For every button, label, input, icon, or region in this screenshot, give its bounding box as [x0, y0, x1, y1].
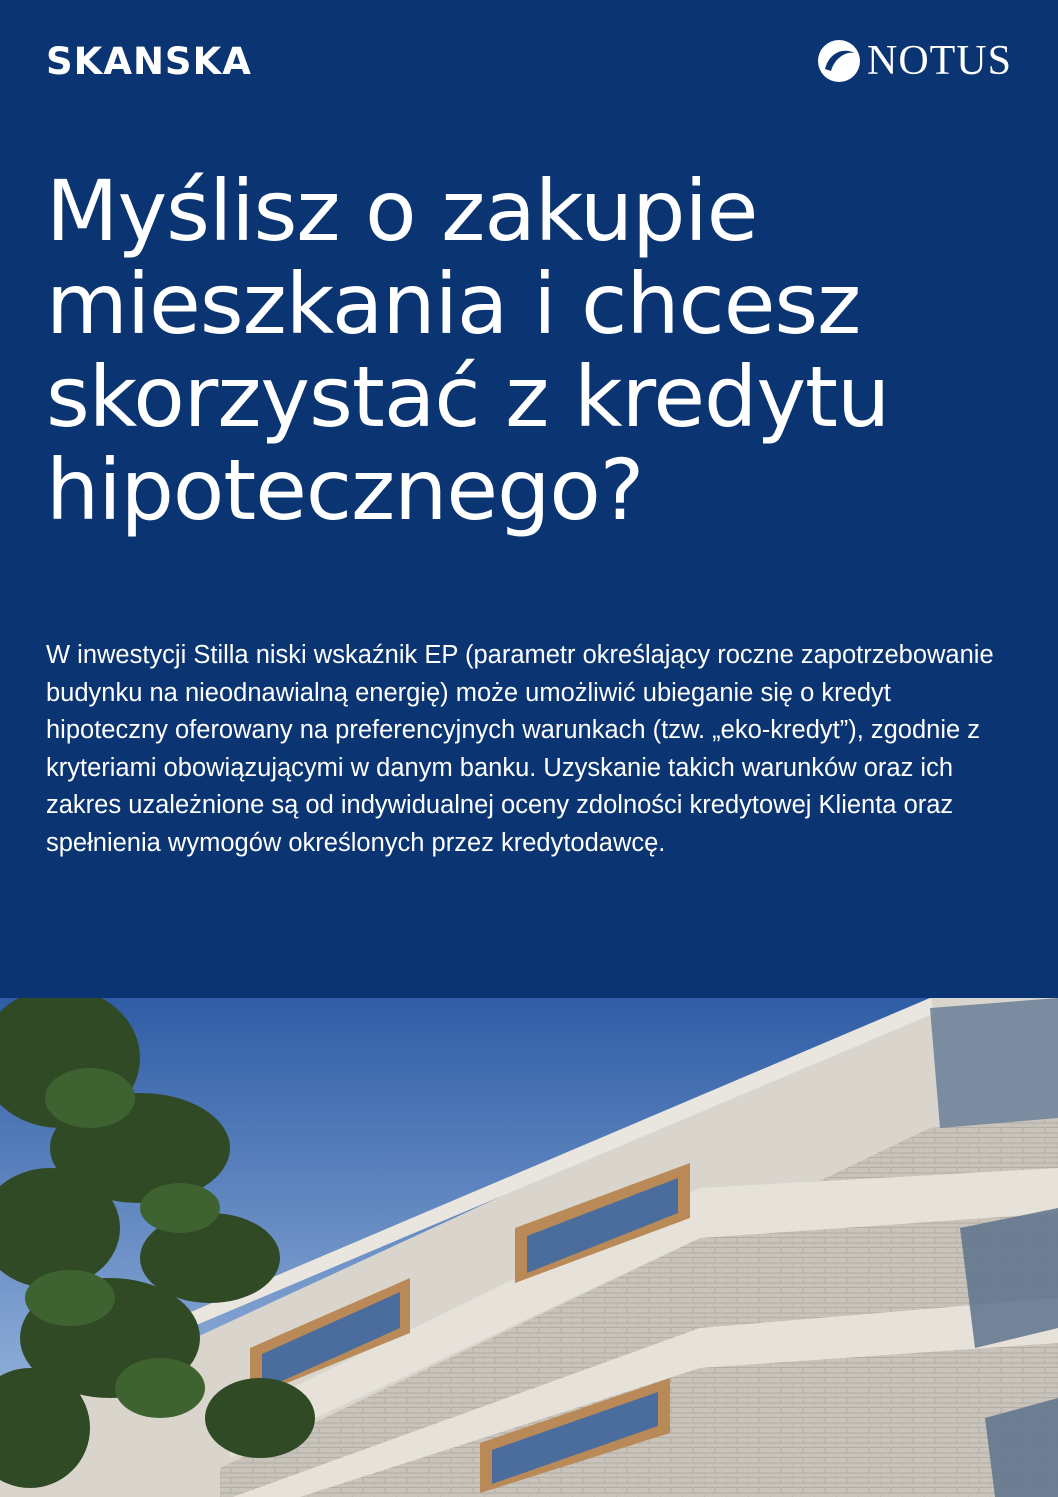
building-photo: [0, 998, 1058, 1497]
notus-mark-icon: [817, 39, 861, 83]
page-title: Myślisz o zakupie mieszkania i chcesz skorzystać z kredytu hipotecznego?: [46, 162, 890, 539]
skanska-logo: SKANSKA: [46, 40, 252, 83]
intro-paragraph: W inwestycji Stilla niski wskaźnik EP (parametr określający roczne zapotrzebowanie budynku na nieodnawialną energię) może umożliwić ubieganie się o kredyt hipoteczny oferowany na preferencyjnych warunkach (tzw. „eko-kredyt”), zgodnie z kryteriami obowiązującymi w danym banku. Uzyskanie takich warunków oraz ich zakres uzależnione są od indywidualnej oceny zdolności kredytowej Klienta oraz spełnienia wymogów określonych przez kredytodawcę.: [46, 641, 994, 857]
notus-logo: [817, 38, 1012, 84]
notus-wordmark: NOTUS: [866, 38, 1012, 84]
